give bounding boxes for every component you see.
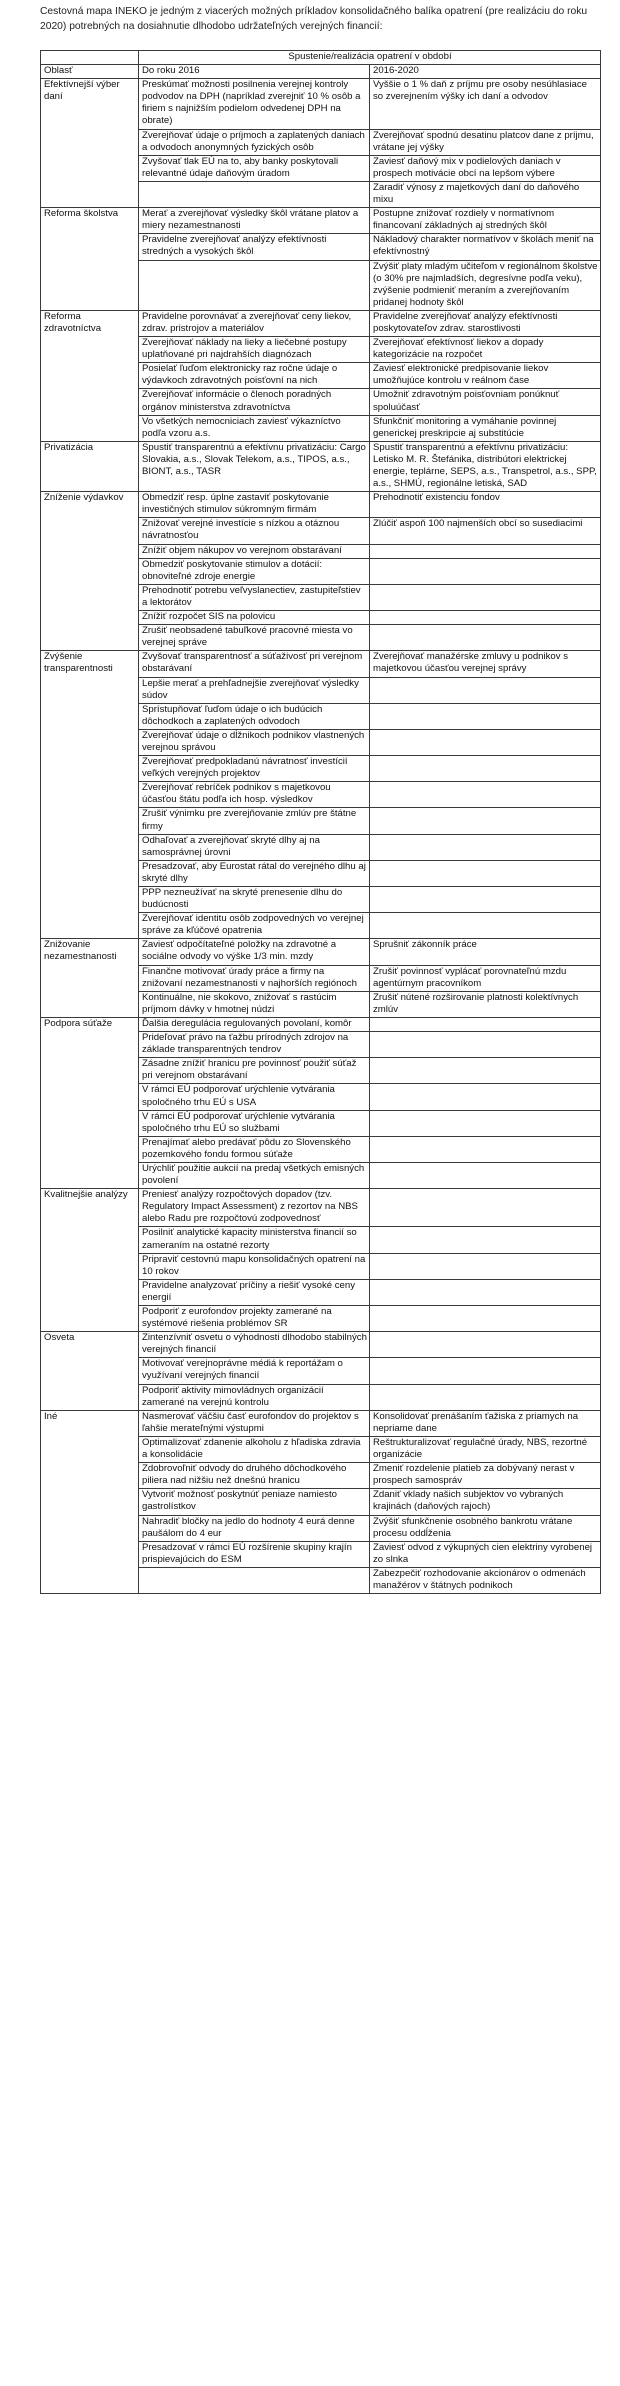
table-row (41, 208, 601, 234)
measure-2016-2020 (370, 1227, 601, 1253)
table-row (41, 939, 601, 965)
measure-2016-2020: Postupne znižovať rozdiely v normatívnom financovaní základných aj stredných škôl (370, 208, 601, 234)
measure-to-2016: Preskúmať možnosti posilnenia verejnej kontroly podvodov na DPH (napríklad zverejniť 10 % osôb a firiem s najnižším podielom odvedenej DPH na obrate) (139, 79, 370, 129)
measure-to-2016: Pravidelne zverejňovať analýzy efektívnosti stredných a vysokých škôl (139, 234, 370, 260)
area-continuation-cell (41, 558, 139, 584)
measure-2016-2020: Nákladový charakter normatívov v školách meniť na efektívnostný (370, 234, 601, 260)
table-row (41, 625, 601, 651)
area-continuation-cell (41, 1567, 139, 1593)
table-row (41, 834, 601, 860)
measure-to-2016: Preniesť analýzy rozpočtových dopadov (tzv. Regulatory Impact Assessment) z rezortov na NBS alebo Radu pre rozpočtovú zodpovednosť (139, 1189, 370, 1227)
area-label: Zvýšenie transparentnosti (41, 651, 139, 677)
intro-paragraph: Cestovná mapa INEKO je jedným z viacerých možných príkladov konsolidačného balíka opatrení (pre realizáciu do roku 2020) potrebných na dosiahnutie dlhodobo udržateľných verejných financií: (40, 6, 588, 32)
measure-2016-2020: Vyššie o 1 % daň z príjmu pre osoby nesúhlasiace so zverejnením výšky ich daní a odvodov (370, 79, 601, 129)
area-continuation-cell (41, 181, 139, 207)
table-row (41, 155, 601, 181)
measure-2016-2020 (370, 558, 601, 584)
table-row (41, 1032, 601, 1058)
area-continuation-cell (41, 544, 139, 558)
measure-to-2016 (139, 260, 370, 310)
table-row (41, 991, 601, 1017)
measure-2016-2020: Zlúčiť aspoň 100 najmenších obcí so susediacimi (370, 518, 601, 544)
table-row (41, 1410, 601, 1436)
area-continuation-cell (41, 1227, 139, 1253)
measure-2016-2020 (370, 1058, 601, 1084)
area-continuation-cell (41, 860, 139, 886)
measure-to-2016: Zrušiť výnimku pre zverejňovanie zmlúv pre štátne firmy (139, 808, 370, 834)
table-row (41, 337, 601, 363)
measure-to-2016: Zverejňovať identitu osôb zodpovedných vo verejnej správe za kľúčové opatrenia (139, 913, 370, 939)
area-continuation-cell (41, 1306, 139, 1332)
measure-to-2016: Zverejňovať náklady na lieky a liečebné postupy uplatňované pri najdrahších diagnózach (139, 337, 370, 363)
table-row (41, 965, 601, 991)
table-row (41, 1384, 601, 1410)
table-row (41, 703, 601, 729)
measure-to-2016: Presadzovať, aby Eurostat rátal do verejného dlhu aj skryté dlhy (139, 860, 370, 886)
measure-2016-2020: Zverejňovať efektívnosť liekov a dopady kategorizácie na rozpočet (370, 337, 601, 363)
area-continuation-cell (41, 234, 139, 260)
area-continuation-cell (41, 1136, 139, 1162)
measure-to-2016: Zrušiť neobsadené tabuľkové pracovné miesta vo verejnej správe (139, 625, 370, 651)
area-continuation-cell (41, 1515, 139, 1541)
measure-2016-2020 (370, 887, 601, 913)
area-continuation-cell (41, 1279, 139, 1305)
area-continuation-cell (41, 991, 139, 1017)
table-row (41, 1058, 601, 1084)
table-row (41, 518, 601, 544)
area-label: Privatizácia (41, 441, 139, 491)
measure-2016-2020: Sfunkčniť monitoring a vymáhanie povinnej generickej preskripcie aj substitúcie (370, 415, 601, 441)
table-row (41, 1358, 601, 1384)
measure-2016-2020 (370, 1017, 601, 1031)
measure-to-2016: Zverejňovať predpokladanú návratnosť investícií veľkých verejných projektov (139, 756, 370, 782)
header-to-2016: Do roku 2016 (139, 65, 370, 79)
header-period-group: Spustenie/realizácia opatrení v období (139, 51, 601, 65)
table-row (41, 492, 601, 518)
measure-to-2016: Spustiť transparentnú a efektívnu privatizáciu: Cargo Slovakia, a.s., Slovak Telekom, a.s., TIPOS, a.s., BIONT, a.s., TASR (139, 441, 370, 491)
area-continuation-cell (41, 1084, 139, 1110)
table-row (41, 234, 601, 260)
table-row (41, 1084, 601, 1110)
measure-2016-2020 (370, 584, 601, 610)
measure-2016-2020 (370, 625, 601, 651)
header-area: Oblasť (41, 65, 139, 79)
measure-to-2016: Zverejňovať údaje o príjmoch a zaplatených daniach a odvodoch anonymných fyzických osôb (139, 129, 370, 155)
area-continuation-cell (41, 625, 139, 651)
table-row (41, 389, 601, 415)
measure-to-2016: Kontinuálne, nie skokovo, znižovať s rastúcim príjmom dávky v hmotnej núdzi (139, 991, 370, 1017)
area-continuation-cell (41, 1162, 139, 1188)
area-label: Reforma školstva (41, 208, 139, 234)
measure-to-2016: Podporiť aktivity mimovládnych organizácií zamerané na verejnú kontrolu (139, 1384, 370, 1410)
area-continuation-cell (41, 677, 139, 703)
table-row (41, 808, 601, 834)
measure-to-2016: Nasmerovať väčšiu časť eurofondov do projektov s ľahšie merateľnými výstupmi (139, 1410, 370, 1436)
measure-to-2016: Lepšie merať a prehľadnejšie zverejňovať výsledky súdov (139, 677, 370, 703)
measure-2016-2020 (370, 756, 601, 782)
measure-to-2016: Pravidelne porovnávať a zverejňovať ceny liekov, zdrav. pristrojov a materiálov (139, 310, 370, 336)
measure-2016-2020 (370, 1332, 601, 1358)
measure-to-2016: Prideľovať právo na ťažbu prírodných zdrojov na základe transparentných tendrov (139, 1032, 370, 1058)
area-continuation-cell (41, 363, 139, 389)
table-row (41, 181, 601, 207)
table-row (41, 1162, 601, 1188)
area-continuation-cell (41, 1253, 139, 1279)
measure-to-2016: Znížiť rozpočet SIS na polovicu (139, 611, 370, 625)
measure-to-2016: Znížiť objem nákupov vo verejnom obstarávaní (139, 544, 370, 558)
measure-to-2016: Posielať ľuďom elektronicky raz ročne údaje o výdavkoch zdravotných poisťovní na nich (139, 363, 370, 389)
measure-2016-2020 (370, 913, 601, 939)
measure-to-2016: Pravidelne analyzovať príčiny a riešiť vysoké ceny energií (139, 1279, 370, 1305)
measure-to-2016: Ďalšia deregulácia regulovaných povolaní, komôr (139, 1017, 370, 1031)
measure-to-2016: Vytvoriť možnosť poskytnúť peniaze namiesto gastrolístkov (139, 1489, 370, 1515)
table-row (41, 558, 601, 584)
table-row (41, 860, 601, 886)
measure-to-2016: Finančne motivovať úrady práce a firmy na znižovaní nezamestnanosti v najhorších regiónoch (139, 965, 370, 991)
measure-to-2016: Prehodnotiť potrebu veľvyslanectiev, zastupiteľstiev a lektorátov (139, 584, 370, 610)
measure-to-2016: Nahradiť bločky na jedlo do hodnoty 4 eurá denne paušálom do 4 eur (139, 1515, 370, 1541)
area-continuation-cell (41, 337, 139, 363)
area-continuation-cell (41, 965, 139, 991)
measure-2016-2020: Prehodnotiť existenciu fondov (370, 492, 601, 518)
measure-2016-2020 (370, 703, 601, 729)
measure-to-2016: Prenajímať alebo predávať pôdu zo Slovenského pozemkového fondu formou súťaže (139, 1136, 370, 1162)
area-continuation-cell (41, 518, 139, 544)
measure-2016-2020: Zrušiť nútené rozširovanie platnosti kolektívnych zmlúv (370, 991, 601, 1017)
measure-2016-2020 (370, 611, 601, 625)
area-label: Kvalitnejšie analýzy (41, 1189, 139, 1227)
measure-to-2016: Motivovať verejnoprávne médiá k reportážam o využívaní verejných financií (139, 1358, 370, 1384)
measure-to-2016: Sprístupňovať ľuďom údaje o ich budúcich dôchodkoch a zaplatených odvodoch (139, 703, 370, 729)
table-row (41, 544, 601, 558)
area-continuation-cell (41, 703, 139, 729)
area-continuation-cell (41, 129, 139, 155)
measure-to-2016: Zvyšovať tlak EÚ na to, aby banky poskytovali relevantné údaje daňovým úradom (139, 155, 370, 181)
measure-2016-2020: Zaviesť daňový mix v podielových daniach v prospech motivácie obcí na lepšom výbere (370, 155, 601, 181)
measure-to-2016: Urýchliť použitie aukcií na predaj všetkých emisných povolení (139, 1162, 370, 1188)
measure-to-2016: Zintenzívniť osvetu o výhodnosti dlhodobo stabilných verejných financií (139, 1332, 370, 1358)
measure-to-2016: Posilniť analytické kapacity ministerstva financií so zameraním na ostatné rezorty (139, 1227, 370, 1253)
measure-2016-2020 (370, 834, 601, 860)
area-continuation-cell (41, 1058, 139, 1084)
table-row (41, 1017, 601, 1031)
measure-2016-2020 (370, 1306, 601, 1332)
table-row (41, 1436, 601, 1462)
measure-to-2016 (139, 181, 370, 207)
table-row (41, 677, 601, 703)
area-continuation-cell (41, 1436, 139, 1462)
area-continuation-cell (41, 913, 139, 939)
area-label: Podpora súťaže (41, 1017, 139, 1031)
area-continuation-cell (41, 756, 139, 782)
table-row (41, 1515, 601, 1541)
measure-2016-2020 (370, 1384, 601, 1410)
measure-to-2016: Merať a zverejňovať výsledky škôl vrátane platov a miery nezamestnanosti (139, 208, 370, 234)
measure-to-2016: V rámci EÚ podporovať urýchlenie vytvárania spoločného trhu EÚ s USA (139, 1084, 370, 1110)
measure-2016-2020: Pravidelne zverejňovať analýzy efektívnosti poskytovateľov zdrav. starostlivosti (370, 310, 601, 336)
measure-2016-2020 (370, 808, 601, 834)
table-row (41, 1332, 601, 1358)
measure-to-2016: Zverejňovať údaje o dĺžnikoch podnikov vlastnených verejnou správou (139, 729, 370, 755)
area-continuation-cell (41, 782, 139, 808)
table-row (41, 1306, 601, 1332)
measure-to-2016 (139, 1567, 370, 1593)
table-header (41, 51, 601, 79)
measure-to-2016: Presadzovať v rámci EÚ rozšírenie skupiny krajín prispievajúcich do ESM (139, 1541, 370, 1567)
measure-2016-2020 (370, 1136, 601, 1162)
table-row (41, 1110, 601, 1136)
measure-2016-2020: Zvýšiť platy mladým učiteľom v regionálnom školstve (o 30% pre najmladších, degresívne podľa veku), zvýšenie podmieniť meraním a zverejňovaním pridanej hodnoty škôl (370, 260, 601, 310)
table-row (41, 1227, 601, 1253)
measure-to-2016: Zaviesť odpočítateľné položky na zdravotné a sociálne odvody vo výške 1/3 min. mzdy (139, 939, 370, 965)
measure-2016-2020 (370, 1358, 601, 1384)
measure-to-2016: Zvyšovať transparentnosť a súťaživosť pri verejnom obstarávaní (139, 651, 370, 677)
roadmap-table (40, 50, 601, 1594)
measure-to-2016: PPP nezneužívať na skryté prenesenie dlhu do budúcnosti (139, 887, 370, 913)
area-label: Zníženie výdavkov (41, 492, 139, 518)
measure-2016-2020 (370, 1084, 601, 1110)
measure-to-2016: Zásadne znížiť hranicu pre povinnosť použiť súťaž pri verejnom obstarávaní (139, 1058, 370, 1084)
header-columns-row (41, 65, 601, 79)
measure-2016-2020 (370, 1279, 601, 1305)
header-empty-cell (41, 51, 139, 65)
measure-2016-2020: Sprušniť zákonník práce (370, 939, 601, 965)
table-row (41, 1489, 601, 1515)
header-group-row (41, 51, 601, 65)
area-continuation-cell (41, 1384, 139, 1410)
measure-to-2016: Optimalizovať zdanenie alkoholu z hľadiska zdravia a konsolidácie (139, 1436, 370, 1462)
measure-to-2016: Podporiť z eurofondov projekty zamerané na systémové riešenia problémov SR (139, 1306, 370, 1332)
table-row (41, 1253, 601, 1279)
area-label: Osveta (41, 1332, 139, 1358)
measure-2016-2020 (370, 1189, 601, 1227)
measure-to-2016: Pripraviť cestovnú mapu konsolidačných opatrení na 10 rokov (139, 1253, 370, 1279)
table-row (41, 363, 601, 389)
measure-2016-2020 (370, 1032, 601, 1058)
table-row (41, 611, 601, 625)
area-label: Iné (41, 1410, 139, 1436)
measure-2016-2020: Zverejňovať spodnú desatinu platcov dane z príjmu, vrátane jej výšky (370, 129, 601, 155)
measure-to-2016: Zverejňovať informácie o členoch poradných orgánov ministerstva zdravotníctva (139, 389, 370, 415)
area-continuation-cell (41, 1463, 139, 1489)
table-row (41, 310, 601, 336)
measure-to-2016: Zverejňovať rebríček podnikov s majetkovou účasťou štátu podľa ich hosp. výsledkov (139, 782, 370, 808)
area-continuation-cell (41, 1032, 139, 1058)
area-continuation-cell (41, 155, 139, 181)
measure-to-2016: Obmedziť poskytovanie stimulov a dotácií: obnoviteľné zdroje energie (139, 558, 370, 584)
table-row (41, 129, 601, 155)
table-row (41, 887, 601, 913)
table-row (41, 1136, 601, 1162)
table-row (41, 1463, 601, 1489)
table-row (41, 260, 601, 310)
area-continuation-cell (41, 260, 139, 310)
area-continuation-cell (41, 389, 139, 415)
measure-2016-2020: Zmeniť rozdelenie platieb za dobývaný nerast v prospech samospráv (370, 1463, 601, 1489)
area-continuation-cell (41, 1358, 139, 1384)
area-continuation-cell (41, 584, 139, 610)
measure-2016-2020: Zaviesť odvod z výkupných cien elektriny vyrobenej zo slnka (370, 1541, 601, 1567)
measure-to-2016: Obmedziť resp. úplne zastaviť poskytovanie investičných stimulov súkromným firmám (139, 492, 370, 518)
measure-2016-2020: Konsolidovať prenášaním ťažiska z priamych na nepriame dane (370, 1410, 601, 1436)
measure-2016-2020: Zaradiť výnosy z majetkových daní do daňového mixu (370, 181, 601, 207)
header-2016-2020: 2016-2020 (370, 65, 601, 79)
area-continuation-cell (41, 1110, 139, 1136)
area-continuation-cell (41, 808, 139, 834)
measure-2016-2020 (370, 1110, 601, 1136)
table-row (41, 79, 601, 129)
table-row (41, 584, 601, 610)
measure-2016-2020: Reštrukturalizovať regulačné úrady, NBS, rezortné organizácie (370, 1436, 601, 1462)
measure-2016-2020: Zverejňovať manažérske zmluvy u podnikov s majetkovou účasťou verejnej správy (370, 651, 601, 677)
table-row (41, 1279, 601, 1305)
area-label: Znižovanie nezamestnanosti (41, 939, 139, 965)
measure-2016-2020 (370, 1253, 601, 1279)
measure-2016-2020: Spustiť transparentnú a efektívnu privatizáciu: Letisko M. R. Štefánika, distribútori elektrickej energie, teplárne, SEPS, a.s., Transpetrol, a.s., SPP, a.s., SHMÚ, regionálne letiská, SAD (370, 441, 601, 491)
area-continuation-cell (41, 1489, 139, 1515)
measure-2016-2020 (370, 860, 601, 886)
table-row (41, 756, 601, 782)
measure-2016-2020: Zrušiť povinnosť vyplácať porovnateľnú mzdu agentúrnym pracovníkom (370, 965, 601, 991)
area-label: Efektívnejší výber daní (41, 79, 139, 129)
table-row (41, 729, 601, 755)
table-row (41, 651, 601, 677)
measure-2016-2020 (370, 1162, 601, 1188)
measure-to-2016: V rámci EÚ podporovať urýchlenie vytvárania spoločného trhu EÚ so službami (139, 1110, 370, 1136)
table-row (41, 782, 601, 808)
table-row (41, 913, 601, 939)
measure-2016-2020: Umožniť zdravotným poisťovniam ponúknuť spoluúčasť (370, 389, 601, 415)
area-continuation-cell (41, 415, 139, 441)
table-row (41, 441, 601, 491)
measure-2016-2020: Zvýšiť sfunkčnenie osobného bankrotu vrátane procesu oddĺženia (370, 1515, 601, 1541)
table-row (41, 1541, 601, 1567)
area-continuation-cell (41, 1541, 139, 1567)
measure-2016-2020 (370, 729, 601, 755)
table-row (41, 1189, 601, 1227)
area-continuation-cell (41, 611, 139, 625)
measure-to-2016: Odhaľovať a zverejňovať skryté dlhy aj na samosprávnej úrovni (139, 834, 370, 860)
measure-2016-2020 (370, 782, 601, 808)
table-row (41, 1567, 601, 1593)
area-continuation-cell (41, 887, 139, 913)
area-label: Reforma zdravotníctva (41, 310, 139, 336)
measure-2016-2020 (370, 544, 601, 558)
measure-2016-2020: Zdaniť vklady našich subjektov vo vybraných krajinách (daňových rajoch) (370, 1489, 601, 1515)
area-continuation-cell (41, 729, 139, 755)
measure-to-2016: Vo všetkých nemocniciach zaviesť výkazníctvo podľa vzoru a.s. (139, 415, 370, 441)
area-continuation-cell (41, 834, 139, 860)
table-row (41, 415, 601, 441)
measure-2016-2020: Zabezpečiť rozhodovanie akcionárov o odmenách manažérov v štátnych podnikoch (370, 1567, 601, 1593)
table-body (41, 79, 601, 1594)
measure-to-2016: Znižovať verejné investície s nízkou a otáznou návratnosťou (139, 518, 370, 544)
measure-2016-2020: Zaviesť elektronické predpisovanie liekov umožňujúce kontrolu v reálnom čase (370, 363, 601, 389)
measure-to-2016: Zdobrovoľniť odvody do druhého dôchodkového piliera nad nižšiu než dnešnú hranicu (139, 1463, 370, 1489)
measure-2016-2020 (370, 677, 601, 703)
